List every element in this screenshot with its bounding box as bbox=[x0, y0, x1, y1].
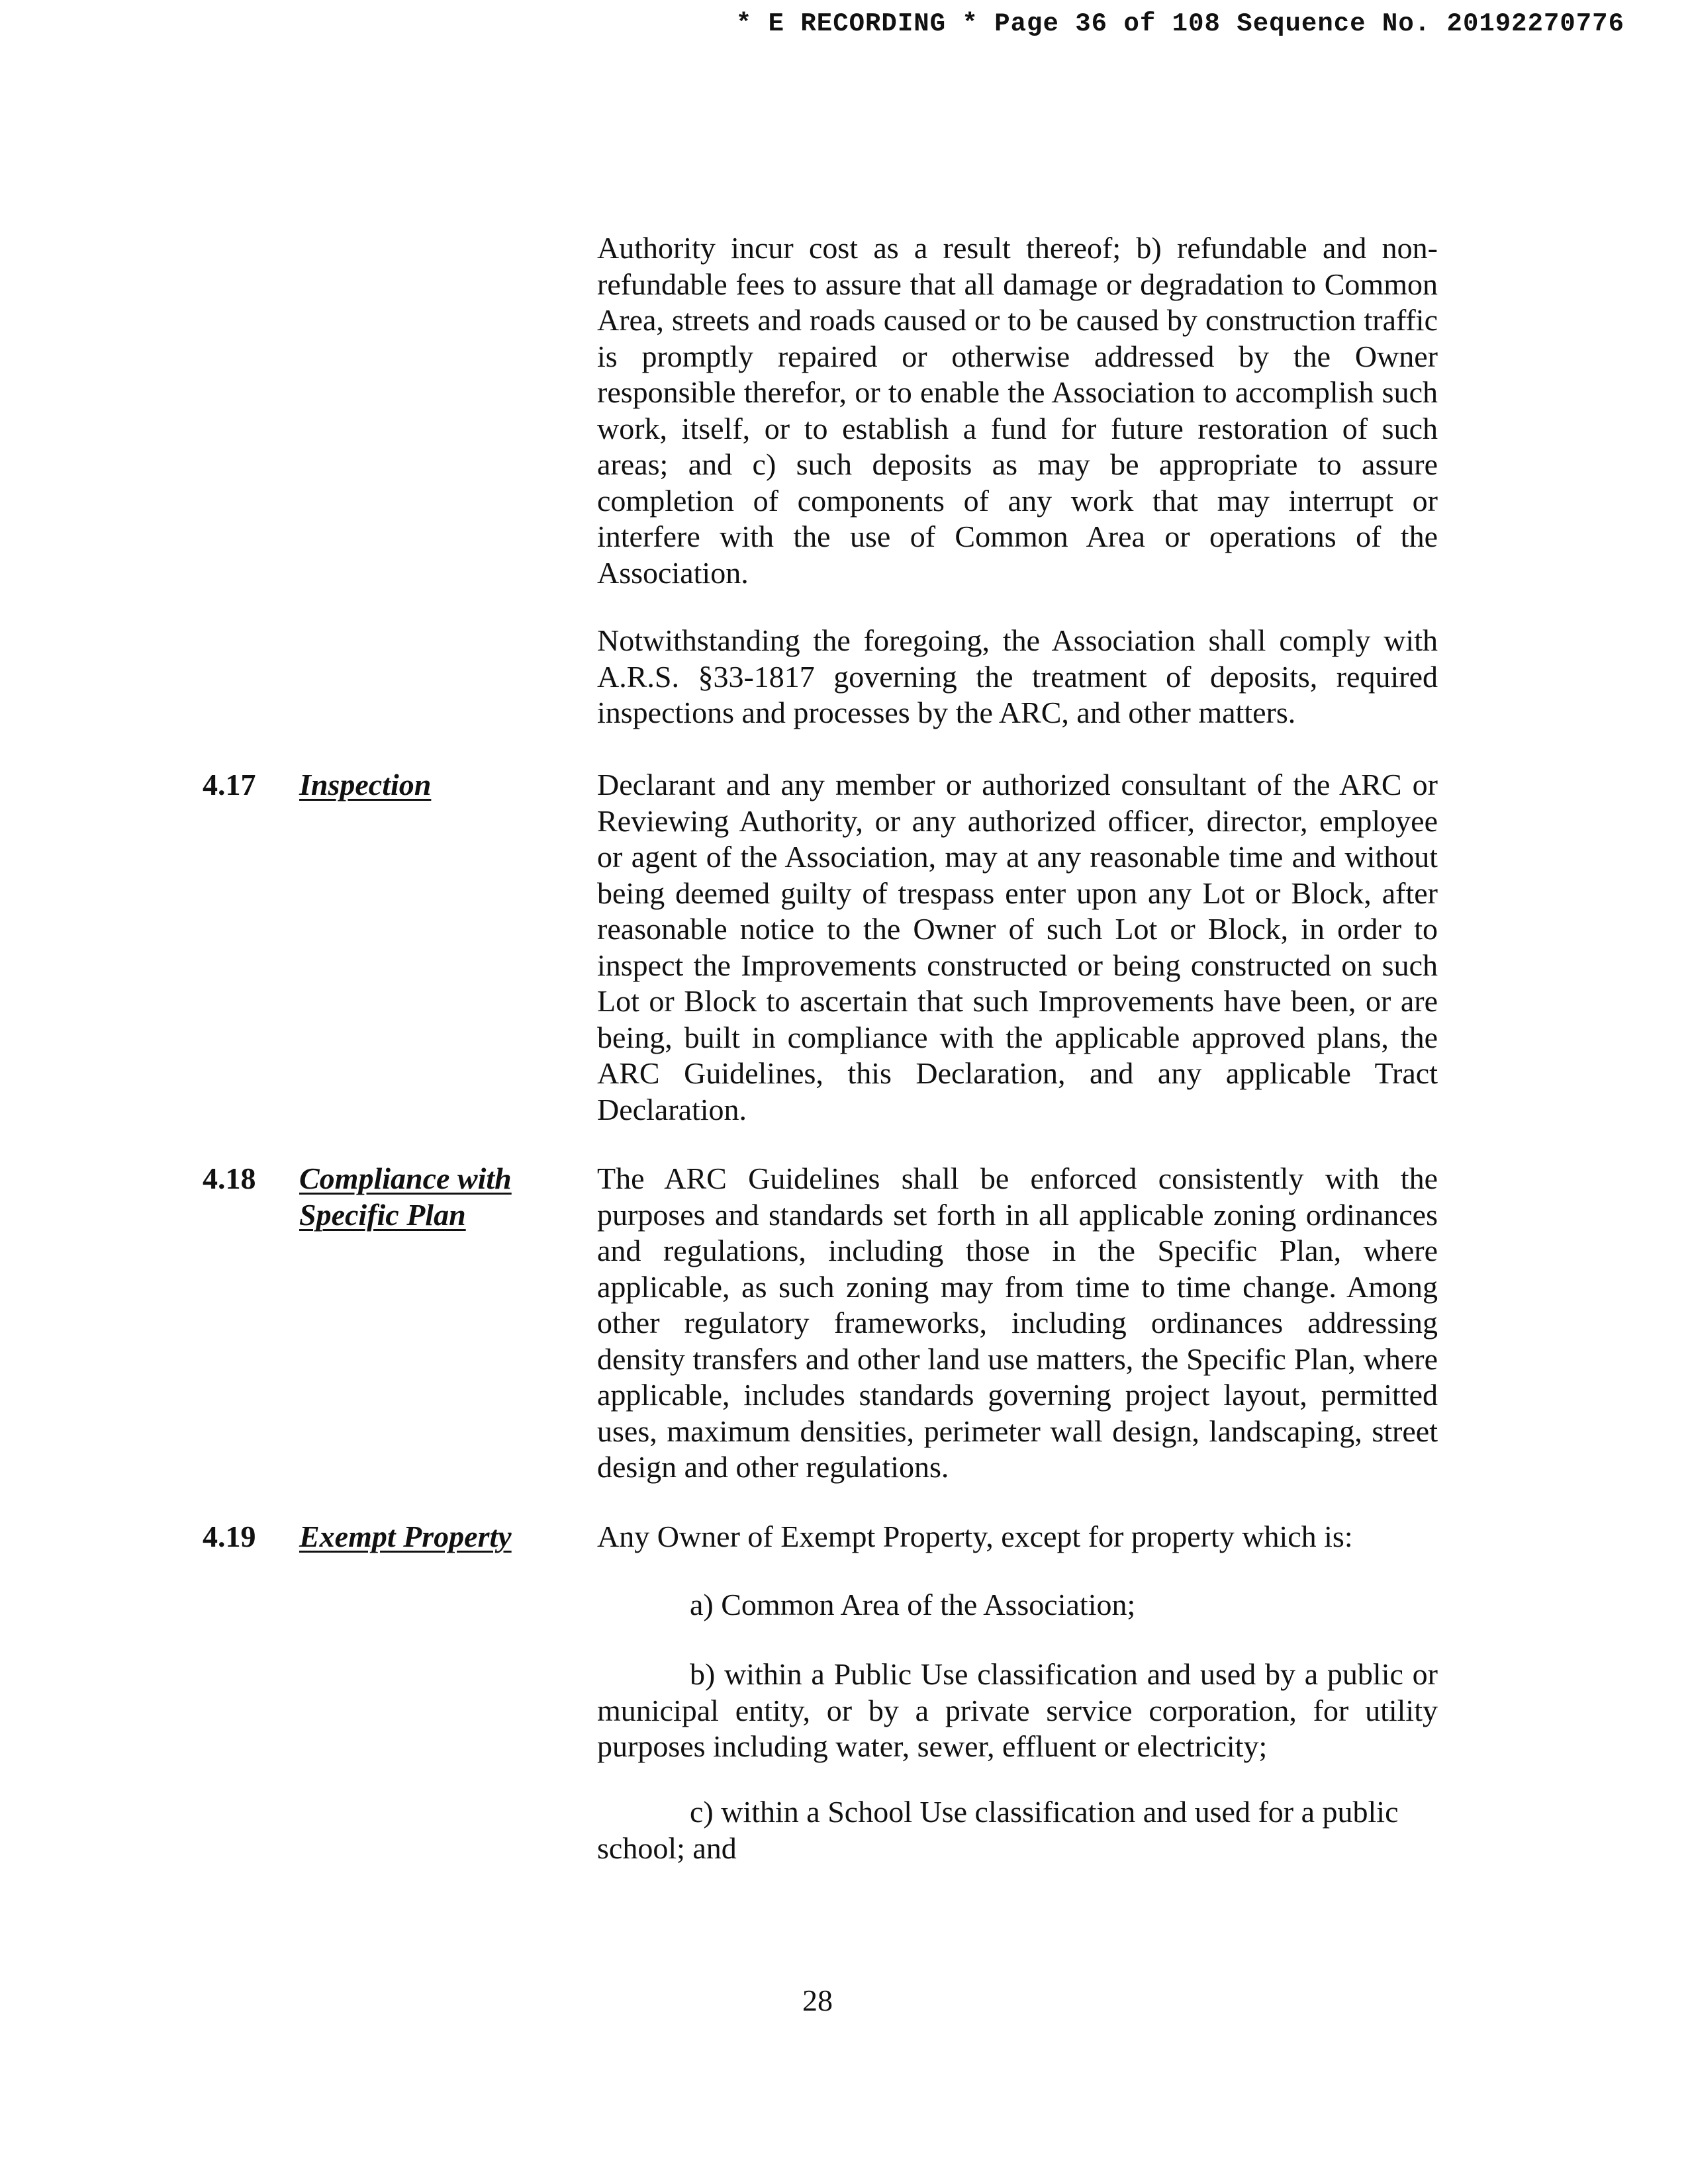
exempt-item-b: b) within a Public Use classification and used by a public or municipal entity, or by a private service corporation, for utility purposes including water, sewer, effluent or electricity; bbox=[597, 1657, 1438, 1763]
section-title-inspection: Inspection bbox=[299, 768, 432, 801]
page-number: 28 bbox=[802, 1983, 833, 2017]
exempt-item-a: a) Common Area of the Association; bbox=[690, 1588, 1136, 1621]
section-title-exempt-property: Exempt Property bbox=[299, 1520, 512, 1553]
section-text-inspection: Declarant and any member or authorized consultant of the ARC or Reviewing Authority, or any authorized officer, director, employee or agent of the Association, may at any reasonable time and without being deemed guilty of trespass enter upon any Lot or Block, after reasonable notice to the Owner of such Lot or Block, in order to inspect the Improvements constructed or being constructed on such Lot or Block to ascertain that such Improvements have been, or are being, built in compliance with the applicable approved plans, the ARC Guidelines, this Declaration, and any applicable Tract Declaration. bbox=[597, 768, 1438, 1126]
section-number-4-17: 4.17 bbox=[203, 768, 256, 801]
section-title-compliance: Compliance with Specific Plan bbox=[299, 1161, 512, 1232]
paragraph-continued: Authority incur cost as a result thereof; b) refundable and non-refundable fees to assure that all damage or degradation to Common Area, streets and roads caused or to be caused by construction traffic is promptly repaired or otherwise addressed by the Owner responsible therefor, or to enable the Association to accomplish such work, itself, or to establish a fund for future restoration of such areas; and c) such deposits as may be appropriate to assure completion of components of any work that may interrupt or interfere with the use of Common Area or operations of the Association. bbox=[597, 231, 1438, 590]
section-text-compliance: The ARC Guidelines shall be enforced consistently with the purposes and standards set forth in all applicable zoning ordinances and regulations, including those in the Specific Plan, where applicable, as such zoning may from time to time change. Among other regulatory frameworks, including ordinances addressing density transfers and other land use matters, the Specific Plan, where applicable, includes standards governing project layout, permitted uses, maximum densities, perimeter wall design, landscaping, street design and other regulations. bbox=[597, 1161, 1438, 1484]
section-text-exempt-property: Any Owner of Exempt Property, except for property which is: bbox=[597, 1520, 1353, 1553]
exempt-item-c: c) within a School Use classification and used for a public school; and bbox=[597, 1795, 1399, 1865]
recording-header: * E RECORDING * Page 36 of 108 Sequence No. 20192270776 bbox=[735, 9, 1624, 38]
section-number-4-18: 4.18 bbox=[203, 1161, 256, 1195]
section-number-4-19: 4.19 bbox=[203, 1520, 256, 1553]
paragraph-notwithstanding: Notwithstanding the foregoing, the Association shall comply with A.R.S. §33-1817 governing the treatment of deposits, required inspections and processes by the ARC, and other matters. bbox=[597, 623, 1438, 729]
